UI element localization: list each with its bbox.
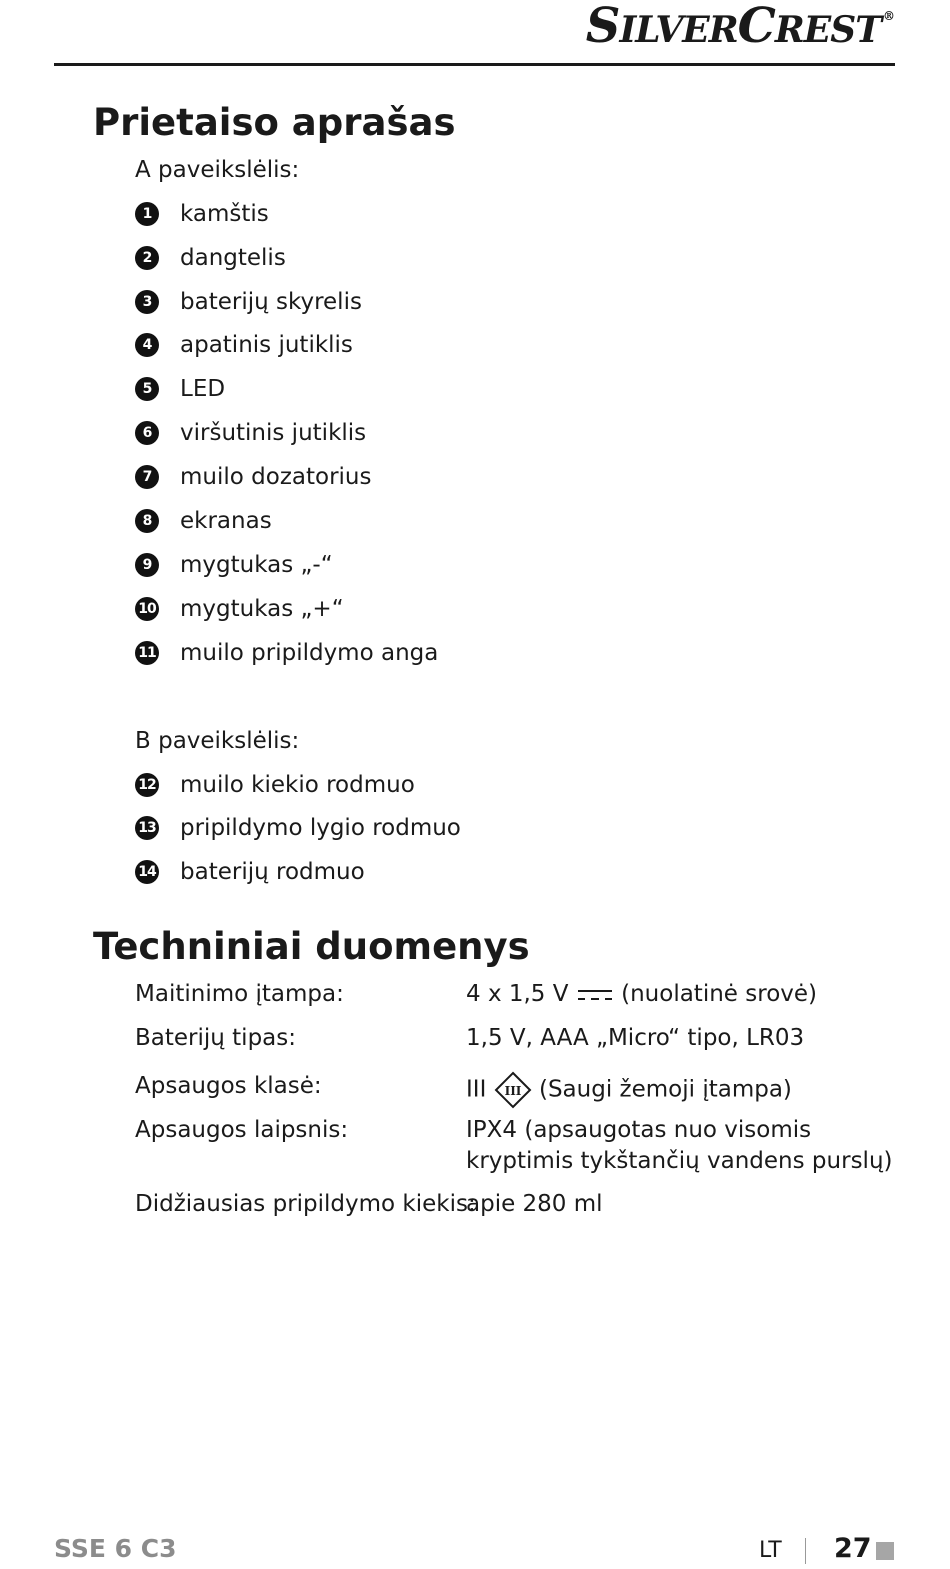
- item-number-badge: 6: [135, 421, 159, 445]
- spec-value: apie 280 ml: [466, 1191, 603, 1217]
- footer-divider: [805, 1538, 806, 1564]
- spec-value-line: IPX4 (apsaugotas nuo visomis: [466, 1117, 812, 1143]
- brand-logo-part: ILVER: [619, 9, 738, 51]
- item-number-badge: 2: [135, 246, 159, 270]
- item-label: apatinis jutiklis: [180, 332, 353, 358]
- dc-current-icon: [576, 987, 614, 1003]
- spec-value-text: (nuolatinė srovė): [621, 981, 817, 1007]
- item-label: ekranas: [180, 508, 272, 534]
- section-title-description: Prietaiso aprašas: [93, 101, 456, 144]
- figure-b-label: B paveikslėlis:: [135, 728, 300, 754]
- item-label: LED: [180, 376, 226, 402]
- item-label: mygtukas „-“: [180, 552, 333, 578]
- spec-label: Maitinimo įtampa:: [135, 981, 344, 1007]
- spec-label: Baterijų tipas:: [135, 1025, 296, 1051]
- item-number-badge: 13: [135, 816, 159, 840]
- item-number-badge: 3: [135, 290, 159, 314]
- item-number-badge: 7: [135, 465, 159, 489]
- item-label: baterijų skyrelis: [180, 289, 362, 315]
- item-number-badge: 5: [135, 377, 159, 401]
- spec-value-line: kryptimis tykštančių vandens purslų): [466, 1148, 893, 1174]
- header-rule: [54, 63, 895, 66]
- item-number-badge: 1: [135, 202, 159, 226]
- item-number-badge: 8: [135, 509, 159, 533]
- brand-logo: [585, 0, 894, 54]
- brand-logo-part: REST: [774, 9, 881, 51]
- item-label: baterijų rodmuo: [180, 859, 365, 885]
- list-item: [135, 376, 226, 402]
- list-item: [135, 859, 365, 885]
- item-label: viršutinis jutiklis: [180, 420, 367, 446]
- footer-language: LT: [759, 1538, 782, 1563]
- item-label: mygtukas „+“: [180, 596, 344, 622]
- item-number-badge: 9: [135, 553, 159, 577]
- item-number-badge: 10: [135, 597, 159, 621]
- list-item: [135, 245, 286, 271]
- list-item: [135, 420, 367, 446]
- item-number-badge: 4: [135, 333, 159, 357]
- spec-value: 1,5 V, AAA „Micro“ tipo, LR03: [466, 1025, 805, 1051]
- spec-value-text: (Saugi žemoji įtampa): [538, 1076, 792, 1103]
- registered-mark: ®: [883, 9, 894, 23]
- list-item: [135, 289, 362, 315]
- item-number-badge: 11: [135, 641, 159, 665]
- list-item: [135, 640, 439, 666]
- item-label: kamštis: [180, 201, 269, 227]
- protection-class-iii-icon-text: III: [504, 1084, 522, 1098]
- list-item: [135, 596, 344, 622]
- figure-a-label: A paveikslėlis:: [135, 157, 300, 183]
- item-label: dangtelis: [180, 245, 286, 271]
- list-item: [135, 772, 415, 798]
- brand-logo-part: C: [737, 0, 775, 54]
- list-item: [135, 332, 353, 358]
- spec-label: Apsaugos klasė:: [135, 1073, 322, 1099]
- spec-value-text: 4 x 1,5 V: [466, 981, 569, 1007]
- spec-value: [466, 1071, 792, 1109]
- list-item: [135, 815, 461, 841]
- list-item: [135, 508, 272, 534]
- item-label: muilo dozatorius: [180, 464, 372, 490]
- list-item: [135, 201, 269, 227]
- spec-value-text: III: [466, 1076, 487, 1103]
- item-number-badge: 14: [135, 860, 159, 884]
- item-number-badge: 12: [135, 773, 159, 797]
- section-title-technical-data: Techniniai duomenys: [93, 925, 530, 968]
- spec-label: Didžiausias pripildymo kiekis:: [135, 1191, 476, 1217]
- page-number: 27: [834, 1533, 872, 1564]
- spec-value: [466, 979, 817, 1010]
- protection-class-iii-icon: [494, 1071, 532, 1109]
- footer-model-number: SSE 6 C3: [54, 1534, 177, 1563]
- item-label: muilo pripildymo anga: [180, 640, 439, 666]
- item-label: pripildymo lygio rodmuo: [180, 815, 461, 841]
- list-item: [135, 552, 333, 578]
- item-label: muilo kiekio rodmuo: [180, 772, 415, 798]
- list-item: [135, 464, 372, 490]
- brand-logo-part: S: [585, 0, 620, 54]
- footer-square-marker: [876, 1542, 894, 1560]
- spec-label: Apsaugos laipsnis:: [135, 1117, 349, 1143]
